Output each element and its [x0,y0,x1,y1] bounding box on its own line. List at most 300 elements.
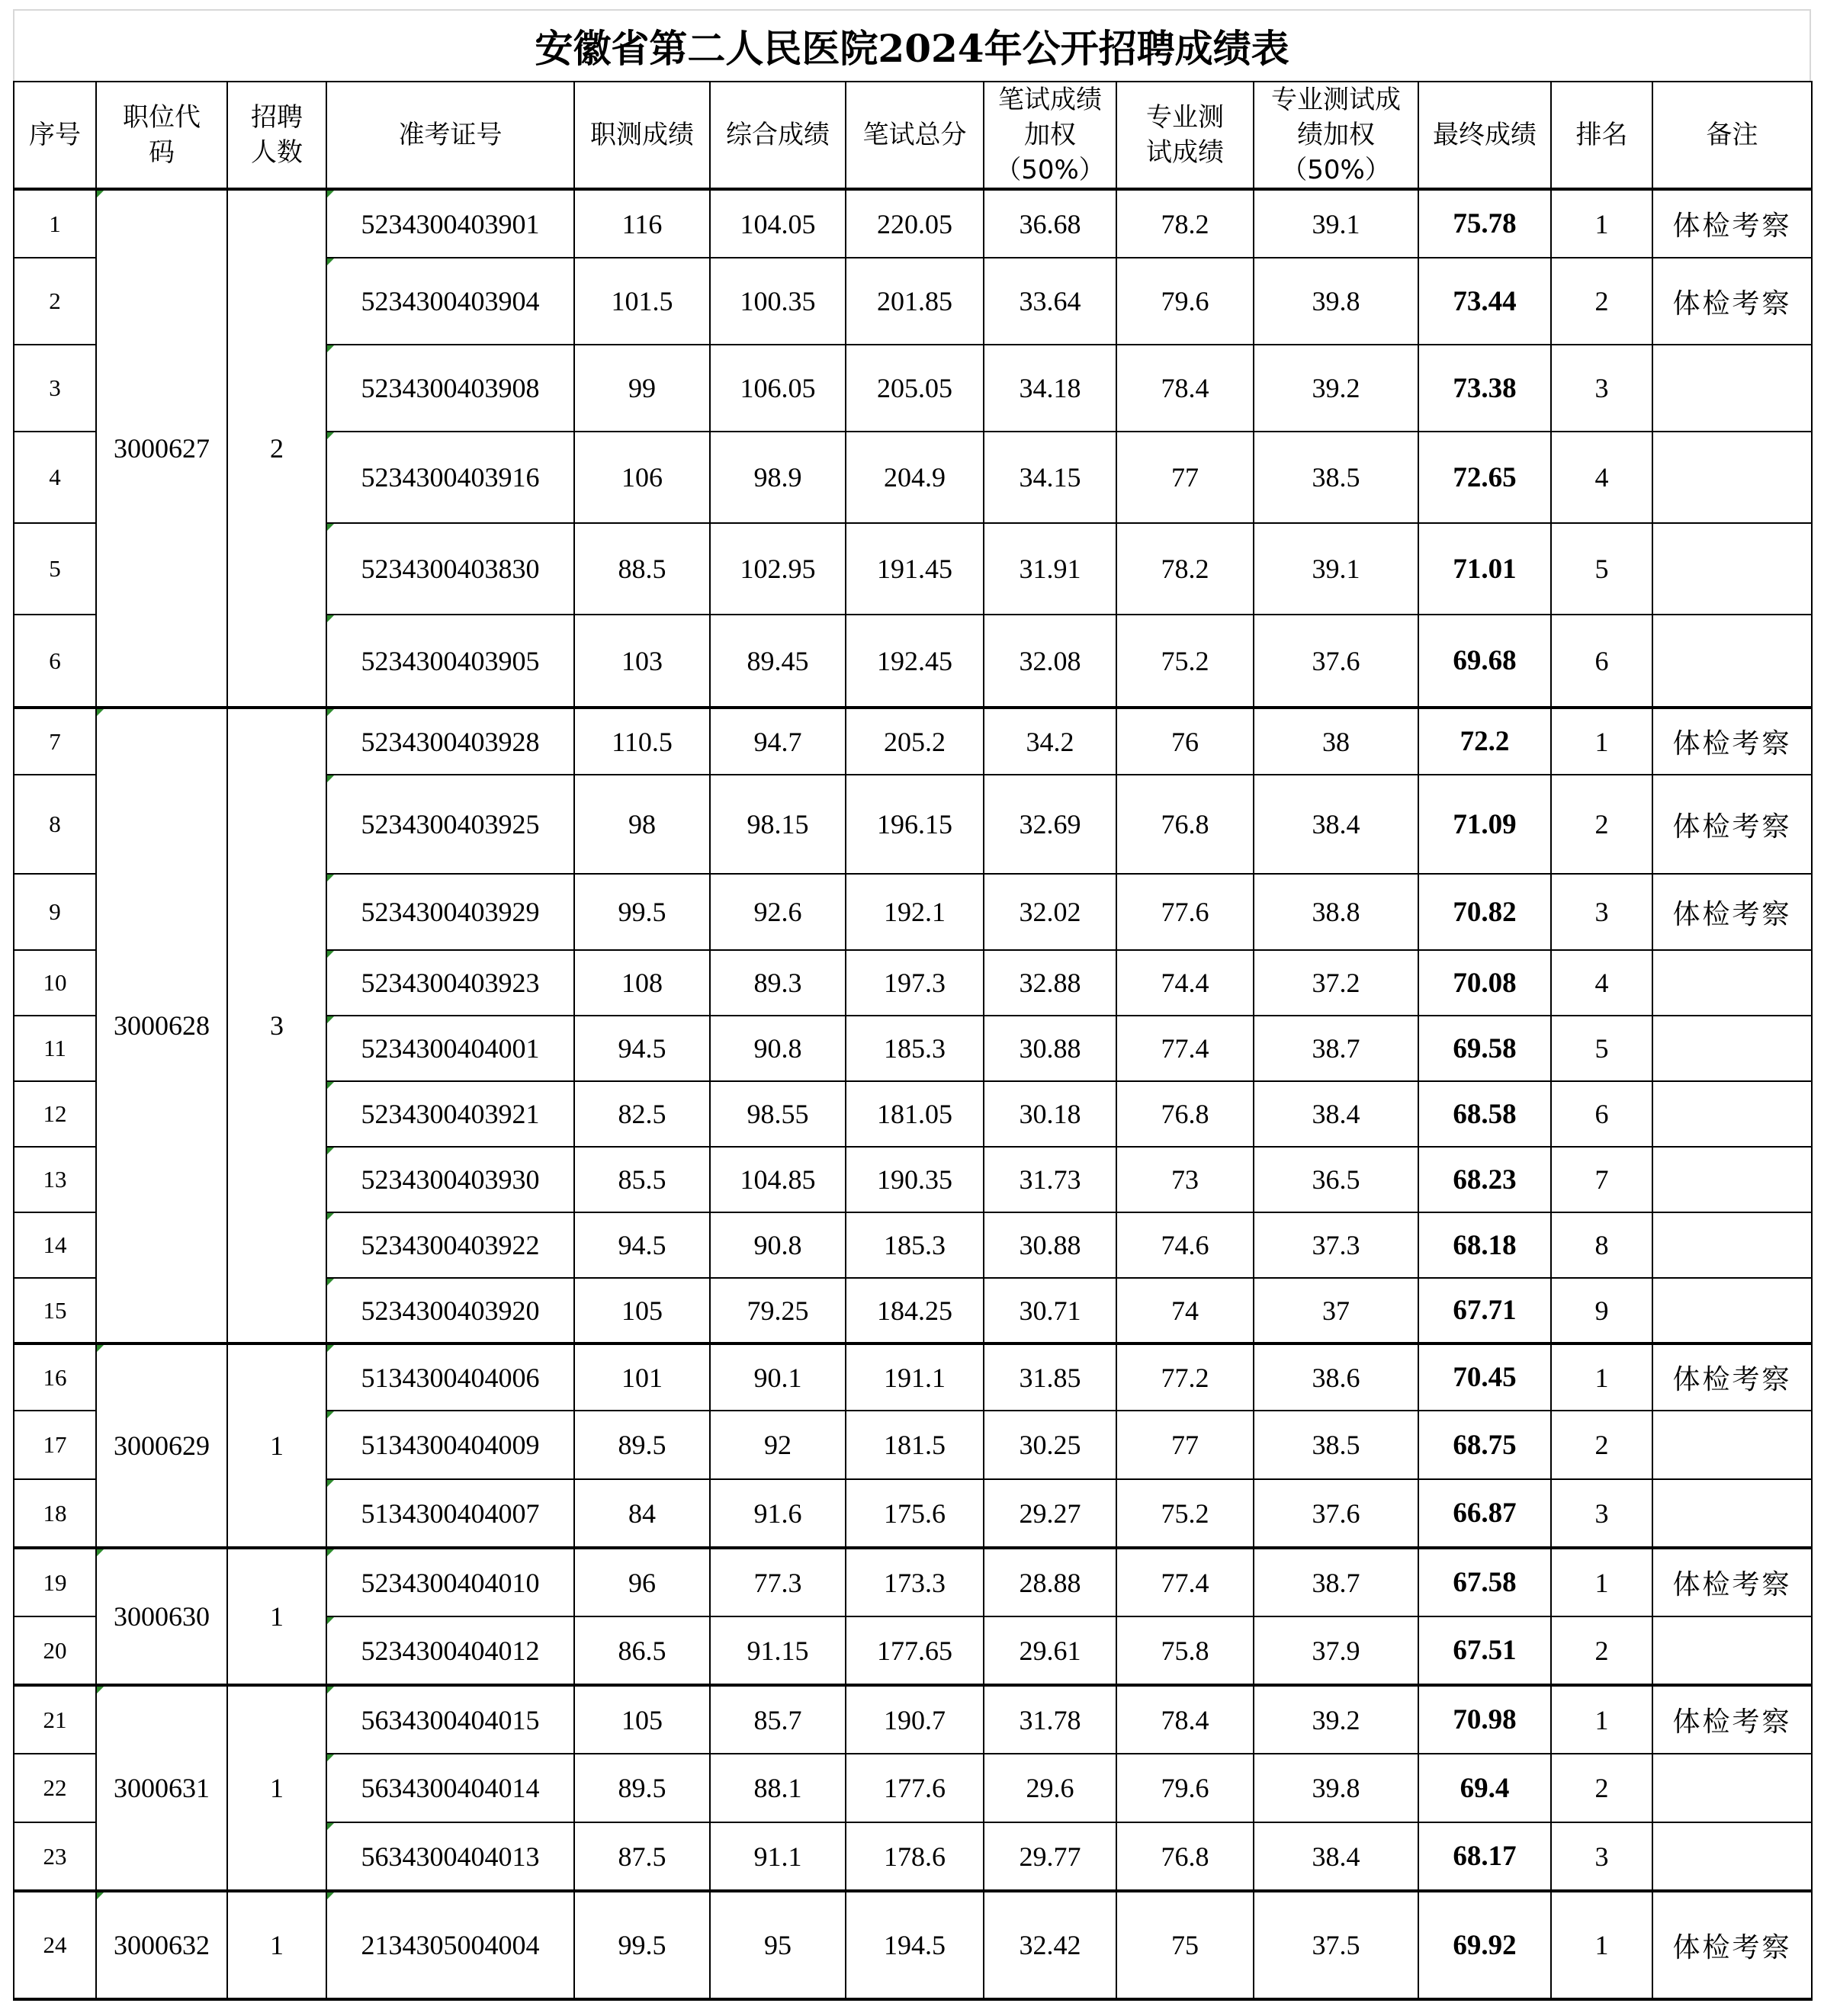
cell-written-total [846,189,984,258]
cell-rank [1551,1616,1652,1685]
cell-written-weighted [984,1212,1116,1278]
cell-corner-marker [327,709,334,716]
cell-corner-marker [327,1345,334,1352]
cell-professional [1116,1278,1254,1343]
cell-seq [14,1616,96,1685]
cell-position-code-text: 3000631 [114,1773,210,1803]
cell-rank [1551,775,1652,874]
cell-comprehensive-text: 92 [764,1430,792,1460]
cell-ticket [326,1212,574,1278]
cell-ticket-text: 5234300404010 [361,1567,540,1598]
cell-comprehensive-text: 104.85 [740,1164,816,1195]
cell-ticket-text: 5634300404015 [361,1704,540,1735]
cell-professional-weighted [1254,1616,1418,1685]
cell-seq [14,708,96,775]
cell-professional [1116,1479,1254,1548]
cell-seq [14,1891,96,1999]
cell-professional [1116,432,1254,523]
cell-note-text: 体检考察 [1672,1931,1792,1963]
cell-hires-text: 1 [270,1773,284,1803]
cell-written-weighted [984,708,1116,775]
cell-comprehensive [710,1616,846,1685]
cell-comprehensive-text: 100.35 [740,286,816,316]
cell-final-text: 69.58 [1453,1032,1517,1064]
cell-professional-text: 75.8 [1161,1635,1209,1666]
cell-aptitude [574,708,710,775]
cell-corner-marker [97,1549,104,1556]
cell-written-weighted-text: 31.78 [1019,1704,1081,1735]
cell-professional-text: 75 [1171,1930,1199,1960]
cell-corner-marker [327,191,334,197]
cell-rank-text: 7 [1594,1164,1609,1195]
cell-aptitude-text: 85.5 [618,1164,666,1195]
cell-ticket-text: 5634300404014 [361,1773,540,1803]
cell-seq [14,775,96,874]
score-sheet [13,9,1811,2001]
cell-comprehensive [710,1685,846,1754]
cell-aptitude [574,1822,710,1891]
cell-ticket [326,432,574,523]
cell-rank-text: 6 [1594,1099,1609,1129]
cell-aptitude-text: 94.5 [618,1230,666,1260]
cell-written-weighted-text: 31.91 [1019,554,1081,584]
cell-professional-weighted [1254,1081,1418,1147]
cell-seq [14,1548,96,1616]
cell-written-total-text: 185.3 [884,1033,946,1064]
cell-written-weighted [984,432,1116,523]
cell-written-total [846,874,984,950]
cell-ticket [326,1147,574,1212]
cell-note-text: 体检考察 [1672,210,1792,242]
cell-comprehensive-text: 90.8 [753,1033,802,1064]
cell-seq-text: 19 [43,1568,67,1596]
cell-professional [1116,1891,1254,1999]
cell-corner-marker [97,1345,104,1352]
cell-rank [1551,950,1652,1016]
cell-professional-weighted-text: 38.5 [1312,462,1360,493]
cell-seq-text: 5 [49,555,61,582]
cell-rank-text: 5 [1594,1033,1609,1064]
cell-ticket [326,1016,574,1081]
cell-rank-text: 2 [1594,1635,1609,1666]
cell-comprehensive [710,1411,846,1479]
cell-rank [1551,1822,1652,1891]
cell-note [1652,523,1812,615]
cell-aptitude [574,775,710,874]
cell-aptitude [574,1685,710,1754]
cell-final-text: 70.82 [1453,896,1517,928]
cell-comprehensive [710,1754,846,1822]
cell-professional-text: 77.4 [1161,1567,1209,1598]
cell-written-weighted-text: 32.08 [1019,645,1081,676]
cell-written-weighted [984,523,1116,615]
cell-seq [14,615,96,708]
cell-note [1652,1016,1812,1081]
cell-seq-text: 15 [43,1296,67,1324]
cell-ticket-text: 5234300403908 [361,373,540,403]
cell-seq [14,1479,96,1548]
cell-comprehensive-text: 89.45 [747,645,809,676]
cell-note-text: 体检考察 [1672,287,1792,319]
cell-corner-marker [327,1754,334,1761]
cell-comprehensive [710,189,846,258]
cell-written-weighted [984,1891,1116,1999]
cell-final [1418,1891,1551,1999]
cell-professional-weighted [1254,1147,1418,1212]
cell-written-weighted-text: 32.69 [1019,809,1081,839]
cell-rank [1551,1891,1652,1999]
cell-aptitude-text: 89.5 [618,1773,666,1803]
header-written-weighted: 笔试成绩 加权 （50%） [984,82,1116,189]
cell-professional-text: 76.8 [1161,1099,1209,1129]
cell-aptitude-text: 87.5 [618,1841,666,1872]
cell-final-text: 68.17 [1453,1841,1517,1872]
cell-corner-marker [97,709,104,716]
cell-written-total-text: 205.05 [877,373,952,403]
cell-seq-text: 11 [43,1035,66,1061]
cell-rank-text: 4 [1594,462,1609,493]
cell-written-weighted [984,1479,1116,1548]
cell-written-total-text: 192.45 [877,645,952,676]
cell-final [1418,1343,1551,1411]
cell-hires-text: 1 [270,1601,284,1632]
cell-written-total-text: 184.25 [877,1295,952,1326]
cell-rank-text: 6 [1594,645,1609,676]
cell-comprehensive [710,1479,846,1548]
cell-professional-weighted-text: 39.8 [1312,1773,1360,1803]
cell-written-total [846,1212,984,1278]
cell-ticket [326,1822,574,1891]
cell-professional-weighted-text: 39.1 [1312,554,1360,584]
cell-aptitude-text: 105 [621,1704,663,1735]
header-note: 备注 [1652,82,1812,189]
cell-aptitude [574,523,710,615]
cell-corner-marker [327,1411,334,1418]
cell-position-code [96,1548,227,1685]
cell-note [1652,1479,1812,1548]
cell-professional-text: 73 [1171,1164,1199,1195]
cell-note [1652,950,1812,1016]
cell-final-text: 67.71 [1453,1295,1517,1326]
cell-final-text: 71.01 [1453,553,1517,585]
cell-rank [1551,1081,1652,1147]
cell-seq [14,1147,96,1212]
cell-written-weighted-text: 34.15 [1019,462,1081,493]
cell-professional-weighted [1254,1278,1418,1343]
cell-note-text: 体检考察 [1672,898,1792,930]
cell-professional-weighted [1254,1479,1418,1548]
cell-seq-text: 16 [43,1363,67,1391]
cell-note [1652,1754,1812,1822]
cell-professional-weighted-text: 39.2 [1312,1704,1360,1735]
cell-seq-text: 13 [43,1166,67,1193]
cell-professional-weighted [1254,708,1418,775]
cell-professional-text: 77.6 [1161,897,1209,927]
cell-written-weighted [984,345,1116,432]
cell-aptitude-text: 84 [628,1498,656,1529]
cell-written-weighted-text: 29.27 [1019,1498,1081,1529]
cell-professional [1116,874,1254,950]
cell-aptitude [574,874,710,950]
cell-position-code-text: 3000632 [114,1930,210,1960]
cell-professional-weighted-text: 37.6 [1312,1498,1360,1529]
cell-hires [227,1685,326,1891]
cell-seq [14,1081,96,1147]
cell-final [1418,1685,1551,1754]
cell-professional-weighted-text: 38.4 [1312,1841,1360,1872]
cell-rank-text: 2 [1594,1773,1609,1803]
cell-comprehensive [710,615,846,708]
cell-aptitude [574,1278,710,1343]
table-row [14,1343,1812,1411]
cell-aptitude [574,189,710,258]
cell-ticket-text: 5234300403920 [361,1295,540,1326]
cell-written-total [846,1343,984,1411]
cell-written-weighted-text: 31.73 [1019,1164,1081,1195]
cell-aptitude-text: 94.5 [618,1033,666,1064]
cell-aptitude-text: 101.5 [611,286,673,316]
cell-written-total [846,1822,984,1891]
cell-comprehensive-text: 91.1 [753,1841,802,1872]
cell-note [1652,1147,1812,1212]
cell-comprehensive [710,708,846,775]
cell-comprehensive-text: 94.7 [753,726,802,757]
cell-aptitude-text: 88.5 [618,554,666,584]
table-body [14,189,1812,1999]
cell-professional-weighted [1254,1343,1418,1411]
header-written-total: 笔试总分 [846,82,984,189]
cell-position-code [96,189,227,708]
cell-professional [1116,775,1254,874]
cell-ticket-text: 5234300403922 [361,1230,540,1260]
cell-professional-text: 75.2 [1161,1498,1209,1529]
cell-written-weighted [984,950,1116,1016]
cell-rank [1551,1343,1652,1411]
cell-professional-weighted-text: 38 [1322,726,1350,757]
cell-comprehensive-text: 77.3 [753,1567,802,1598]
cell-seq [14,1212,96,1278]
cell-final [1418,775,1551,874]
cell-ticket [326,1343,574,1411]
cell-rank [1551,615,1652,708]
cell-professional [1116,950,1254,1016]
cell-hires-text: 2 [270,433,284,464]
cell-written-weighted [984,1016,1116,1081]
cell-position-code-text: 3000628 [114,1010,210,1041]
cell-professional [1116,1212,1254,1278]
cell-ticket-text: 5234300404001 [361,1033,540,1064]
cell-final-text: 69.4 [1460,1772,1510,1804]
cell-rank [1551,1147,1652,1212]
cell-professional [1116,1016,1254,1081]
cell-seq-text: 22 [43,1774,67,1801]
cell-written-weighted [984,1343,1116,1411]
cell-seq-text: 8 [49,811,61,837]
cell-final-text: 71.09 [1453,808,1517,840]
cell-written-total [846,1147,984,1212]
cell-position-code [96,1343,227,1548]
cell-written-total [846,1891,984,1999]
cell-professional-weighted [1254,1548,1418,1616]
cell-professional [1116,1616,1254,1685]
cell-final [1418,1147,1551,1212]
cell-aptitude-text: 99.5 [618,897,666,927]
cell-professional [1116,1147,1254,1212]
cell-rank-text: 3 [1594,1841,1609,1872]
cell-professional-weighted-text: 38.5 [1312,1430,1360,1460]
cell-corner-marker [327,345,334,352]
cell-corner-marker [327,1148,334,1154]
table-row [14,189,1812,258]
cell-professional-weighted [1254,950,1418,1016]
cell-professional-text: 78.2 [1161,554,1209,584]
cell-corner-marker [327,775,334,782]
cell-corner-marker [327,1279,334,1286]
cell-written-weighted [984,615,1116,708]
cell-professional-weighted [1254,1891,1418,1999]
cell-written-total [846,615,984,708]
cell-professional-weighted-text: 37 [1322,1295,1350,1326]
cell-final [1418,432,1551,523]
cell-rank [1551,874,1652,950]
cell-seq [14,950,96,1016]
cell-corner-marker [327,951,334,958]
cell-written-weighted [984,1548,1116,1616]
cell-ticket-text: 5234300403905 [361,645,540,676]
cell-rank [1551,1278,1652,1343]
header-professional: 专业测 试成绩 [1116,82,1254,189]
cell-position-code [96,1891,227,1999]
cell-written-total-text: 191.45 [877,554,952,584]
cell-rank-text: 1 [1594,208,1609,239]
cell-note [1652,1616,1812,1685]
cell-professional [1116,189,1254,258]
cell-written-weighted [984,1616,1116,1685]
cell-corner-marker [327,1687,334,1693]
cell-ticket [326,1548,574,1616]
cell-corner-marker [327,432,334,439]
cell-corner-marker [327,258,334,265]
cell-corner-marker [327,524,334,531]
cell-note [1652,708,1812,775]
cell-ticket [326,1411,574,1479]
header-rank: 排名 [1551,82,1652,189]
cell-ticket [326,615,574,708]
cell-final [1418,615,1551,708]
cell-written-total-text: 185.3 [884,1230,946,1260]
cell-rank [1551,708,1652,775]
cell-comprehensive [710,1147,846,1212]
cell-final-text: 70.08 [1453,967,1517,999]
cell-ticket-text: 5234300403916 [361,462,540,493]
cell-rank-text: 2 [1594,286,1609,316]
cell-note [1652,1343,1812,1411]
cell-comprehensive [710,1548,846,1616]
cell-written-total [846,708,984,775]
cell-ticket [326,189,574,258]
cell-written-total-text: 191.1 [884,1362,946,1393]
cell-written-total [846,1016,984,1081]
cell-position-code-text: 3000627 [114,433,210,464]
cell-professional-weighted [1254,615,1418,708]
cell-professional-weighted [1254,1016,1418,1081]
cell-professional-weighted [1254,258,1418,345]
cell-final [1418,874,1551,950]
cell-professional-weighted [1254,1685,1418,1754]
header-final: 最终成绩 [1418,82,1551,189]
cell-aptitude-text: 105 [621,1295,663,1326]
cell-corner-marker [97,191,104,197]
cell-written-total-text: 205.2 [884,726,946,757]
cell-professional-text: 77.2 [1161,1362,1209,1393]
cell-professional [1116,1548,1254,1616]
cell-seq-text: 10 [43,969,67,996]
cell-note [1652,432,1812,523]
cell-seq [14,189,96,258]
cell-hires-text: 1 [270,1430,284,1461]
cell-written-weighted-text: 36.68 [1019,208,1081,239]
cell-corner-marker [327,1480,334,1487]
cell-seq [14,1343,96,1411]
cell-aptitude [574,345,710,432]
cell-final [1418,258,1551,345]
cell-aptitude [574,1411,710,1479]
cell-seq-text: 2 [49,287,61,314]
cell-position-code [96,708,227,1343]
cell-ticket-text: 5234300403923 [361,968,540,998]
cell-written-weighted-text: 29.61 [1019,1635,1081,1666]
cell-hires-text: 1 [270,1930,284,1960]
cell-professional [1116,1411,1254,1479]
cell-seq-text: 7 [49,727,61,755]
cell-note [1652,1411,1812,1479]
cell-written-total-text: 181.5 [884,1430,946,1460]
cell-comprehensive-text: 98.15 [747,809,809,839]
cell-professional [1116,1081,1254,1147]
page-title: 安徽省第二人民医院2024年公开招聘成绩表 [13,9,1811,81]
cell-comprehensive [710,258,846,345]
cell-rank-text: 5 [1594,554,1609,584]
cell-corner-marker [327,1617,334,1624]
cell-comprehensive [710,775,846,874]
cell-rank [1551,1479,1652,1548]
cell-comprehensive-text: 90.1 [753,1362,802,1393]
cell-written-weighted [984,1081,1116,1147]
cell-aptitude [574,1016,710,1081]
cell-written-weighted-text: 28.88 [1019,1567,1081,1598]
cell-seq [14,1754,96,1822]
cell-aptitude [574,1479,710,1548]
cell-seq [14,1016,96,1081]
cell-written-total-text: 197.3 [884,968,946,998]
cell-corner-marker [327,1892,334,1899]
cell-seq-text: 12 [43,1100,67,1127]
cell-rank [1551,258,1652,345]
cell-rank-text: 1 [1594,1567,1609,1598]
cell-ticket-text: 5134300404006 [361,1362,540,1393]
header-professional-weighted: 专业测试成 绩加权 （50%） [1254,82,1418,189]
cell-written-weighted-text: 31.85 [1019,1362,1081,1393]
cell-final-text: 68.58 [1453,1098,1517,1130]
cell-ticket [326,1685,574,1754]
cell-note [1652,615,1812,708]
cell-written-total [846,345,984,432]
cell-comprehensive-text: 91.6 [753,1498,802,1529]
cell-rank [1551,1754,1652,1822]
header-position-code: 职位代 码 [96,82,227,189]
cell-professional-text: 78.4 [1161,1704,1209,1735]
cell-aptitude-text: 89.5 [618,1430,666,1460]
